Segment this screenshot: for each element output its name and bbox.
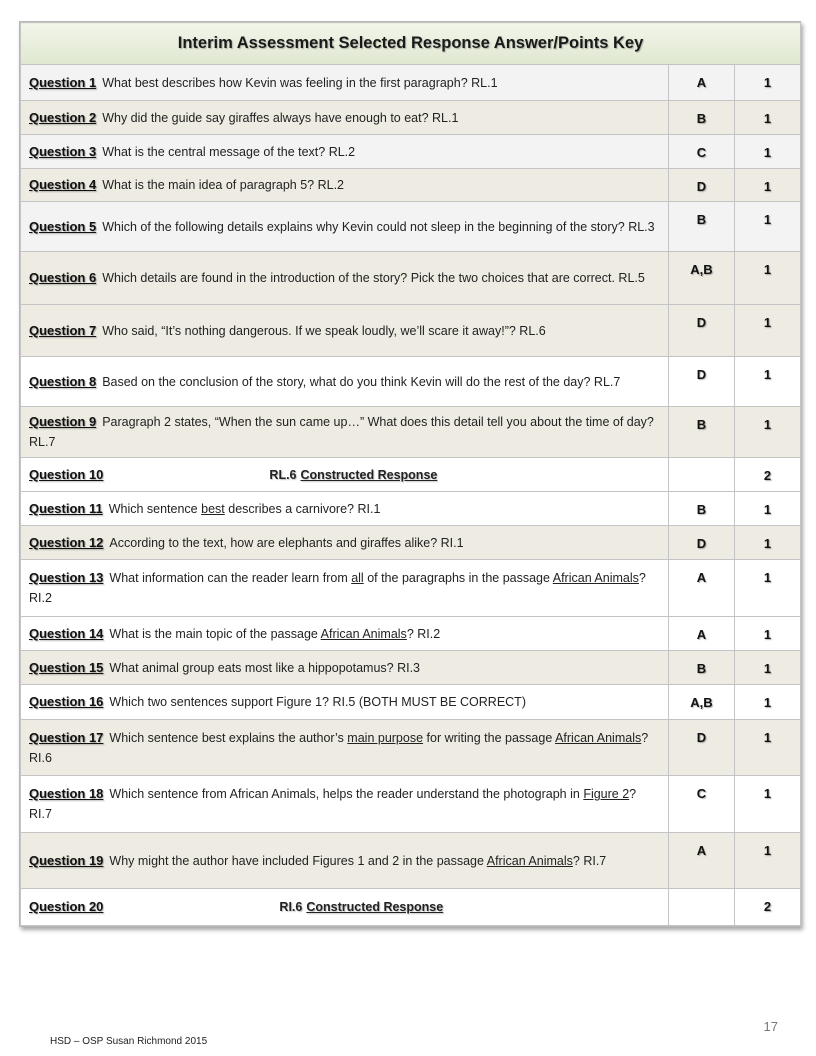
points-cell: 1 — [735, 617, 801, 651]
table-row — [21, 685, 801, 720]
answer-cell: A — [669, 833, 735, 889]
table-row — [21, 65, 801, 101]
table-row: Question 18 Which sentence from African Animals, helps the reader understand the photograph in Figure 2? RI.7 C 1 — [21, 776, 801, 833]
constructed-response-label: Constructed Response — [300, 467, 438, 482]
points-cell: 1 — [735, 651, 801, 685]
question-number: Question 8 — [29, 373, 97, 389]
question-number: Question 17 — [29, 729, 104, 745]
answer-cell — [669, 889, 735, 926]
question-text: Which of the following details explains why Kevin could not sleep in the beginning of the story? RL.3 — [102, 219, 655, 234]
answer-cell: B — [669, 407, 735, 458]
points-cell: 1 — [735, 685, 801, 720]
question-text: What is the central message of the text? RL.2 — [102, 144, 356, 159]
answer-cell: D — [669, 169, 735, 202]
points-cell: 1 — [735, 252, 801, 305]
points-cell: 1 — [735, 407, 801, 458]
standard-code: RL.6 — [269, 467, 297, 482]
table-row — [21, 169, 801, 202]
footer-credit: HSD – OSP Susan Richmond 2015 — [50, 1036, 208, 1047]
question-number: Question 13 — [29, 570, 104, 585]
question-number: Question 11 — [29, 500, 103, 516]
constructed-response-label: Constructed Response — [306, 900, 444, 914]
points-cell: 2 — [735, 889, 801, 926]
question-text: What is the main idea of paragraph 5? RL.2 — [102, 178, 344, 192]
answer-cell: A — [669, 617, 735, 651]
standard-code: RI.6 — [279, 900, 303, 914]
answer-cell: D — [669, 357, 735, 407]
question-number: Question 3 — [29, 143, 97, 159]
points-cell: 1 — [735, 135, 801, 169]
question-number: Question 9 — [29, 414, 97, 429]
table-row: Question 17 Which sentence best explains the author’s main purpose for writing the passage African Animals? RI.6 D 1 — [21, 720, 801, 776]
question-text: What animal group eats most like a hippopotamus? RI.3 — [109, 660, 420, 675]
question-number: Question 20 — [29, 899, 104, 914]
question-number: Question 18 — [29, 786, 104, 801]
answer-cell: B — [669, 202, 735, 252]
question-number: Question 15 — [29, 659, 104, 675]
table-row — [21, 458, 801, 492]
page-number: 17 — [763, 1019, 778, 1034]
points-cell: 1 — [735, 560, 801, 617]
table-row — [21, 305, 801, 357]
question-number: Question 16 — [29, 694, 104, 709]
table-row — [21, 135, 801, 169]
answer-cell: D — [669, 720, 735, 776]
question-text: According to the text, how are elephants and giraffes alike? RI.1 — [109, 535, 464, 550]
points-cell: 1 — [735, 305, 801, 357]
question-number: Question 7 — [29, 322, 97, 338]
points-cell: 1 — [735, 720, 801, 776]
question-number: Question 4 — [29, 177, 97, 192]
question-text: Which two sentences support Figure 1? RI.5 (BOTH MUST BE CORRECT) — [109, 695, 526, 709]
table-title: Interim Assessment Selected Response Answer/Points Key — [21, 23, 801, 65]
points-cell: 1 — [735, 492, 801, 526]
table-row — [21, 407, 801, 458]
answer-key-table — [20, 22, 801, 926]
table-row: Question 14 What is the main topic of the passage African Animals? RI.2 A 1 — [21, 617, 801, 651]
question-number: Question 2 — [29, 109, 97, 125]
points-cell: 2 — [735, 458, 801, 492]
table-row — [21, 889, 801, 926]
question-text: Paragraph 2 states, “When the sun came up…” What does this detail tell you about the time of day? RL.7 — [29, 415, 654, 449]
points-cell: 1 — [735, 833, 801, 889]
answer-cell: C — [669, 776, 735, 833]
question-number: Question 10 — [29, 466, 104, 482]
points-cell: 1 — [735, 202, 801, 252]
question-text: Who said, “It’s nothing dangerous. If we speak loudly, we’ll scare it away!”? RL.6 — [102, 323, 546, 338]
points-cell: 1 — [735, 357, 801, 407]
answer-cell: B — [669, 651, 735, 685]
points-cell: 1 — [735, 526, 801, 560]
question-number: Question 6 — [29, 270, 97, 285]
question-text: Why did the guide say giraffes always have enough to eat? RL.1 — [102, 110, 459, 125]
table-row — [21, 651, 801, 685]
table-row: Question 19 Why might the author have included Figures 1 and 2 in the passage African Animals? RI.7 A 1 — [21, 833, 801, 889]
answer-cell: B — [669, 492, 735, 526]
answer-cell: D — [669, 305, 735, 357]
answer-key-table-container — [19, 21, 801, 927]
answer-cell: B — [669, 101, 735, 135]
table-row — [21, 101, 801, 135]
question-number: Question 1 — [29, 74, 97, 90]
table-row: Question 13 What information can the reader learn from all of the paragraphs in the passage African Animals? RI.2 A 1 — [21, 560, 801, 617]
points-cell: 1 — [735, 65, 801, 101]
points-cell: 1 — [735, 776, 801, 833]
question-text: What best describes how Kevin was feeling in the first paragraph? RL.1 — [102, 75, 498, 90]
question-number: Question 14 — [29, 625, 104, 641]
answer-cell: D — [669, 526, 735, 560]
answer-cell: A,B — [669, 252, 735, 305]
table-row: Question 11 Which sentence best describes a carnivore? RI.1 B 1 — [21, 492, 801, 526]
table-row — [21, 357, 801, 407]
answer-cell — [669, 458, 735, 492]
question-text: Based on the conclusion of the story, what do you think Kevin will do the rest of the day? RL.7 — [102, 374, 621, 389]
points-cell: 1 — [735, 169, 801, 202]
answer-cell: A — [669, 65, 735, 101]
table-row — [21, 202, 801, 252]
question-number: Question 5 — [29, 218, 97, 234]
answer-cell: A,B — [669, 685, 735, 720]
question-number: Question 12 — [29, 534, 104, 550]
question-text: Which details are found in the introduction of the story? Pick the two choices that are correct. RL.5 — [102, 271, 645, 285]
table-row — [21, 526, 801, 560]
table-row — [21, 252, 801, 305]
points-cell: 1 — [735, 101, 801, 135]
answer-cell: A — [669, 560, 735, 617]
question-number: Question 19 — [29, 852, 104, 868]
answer-cell: C — [669, 135, 735, 169]
